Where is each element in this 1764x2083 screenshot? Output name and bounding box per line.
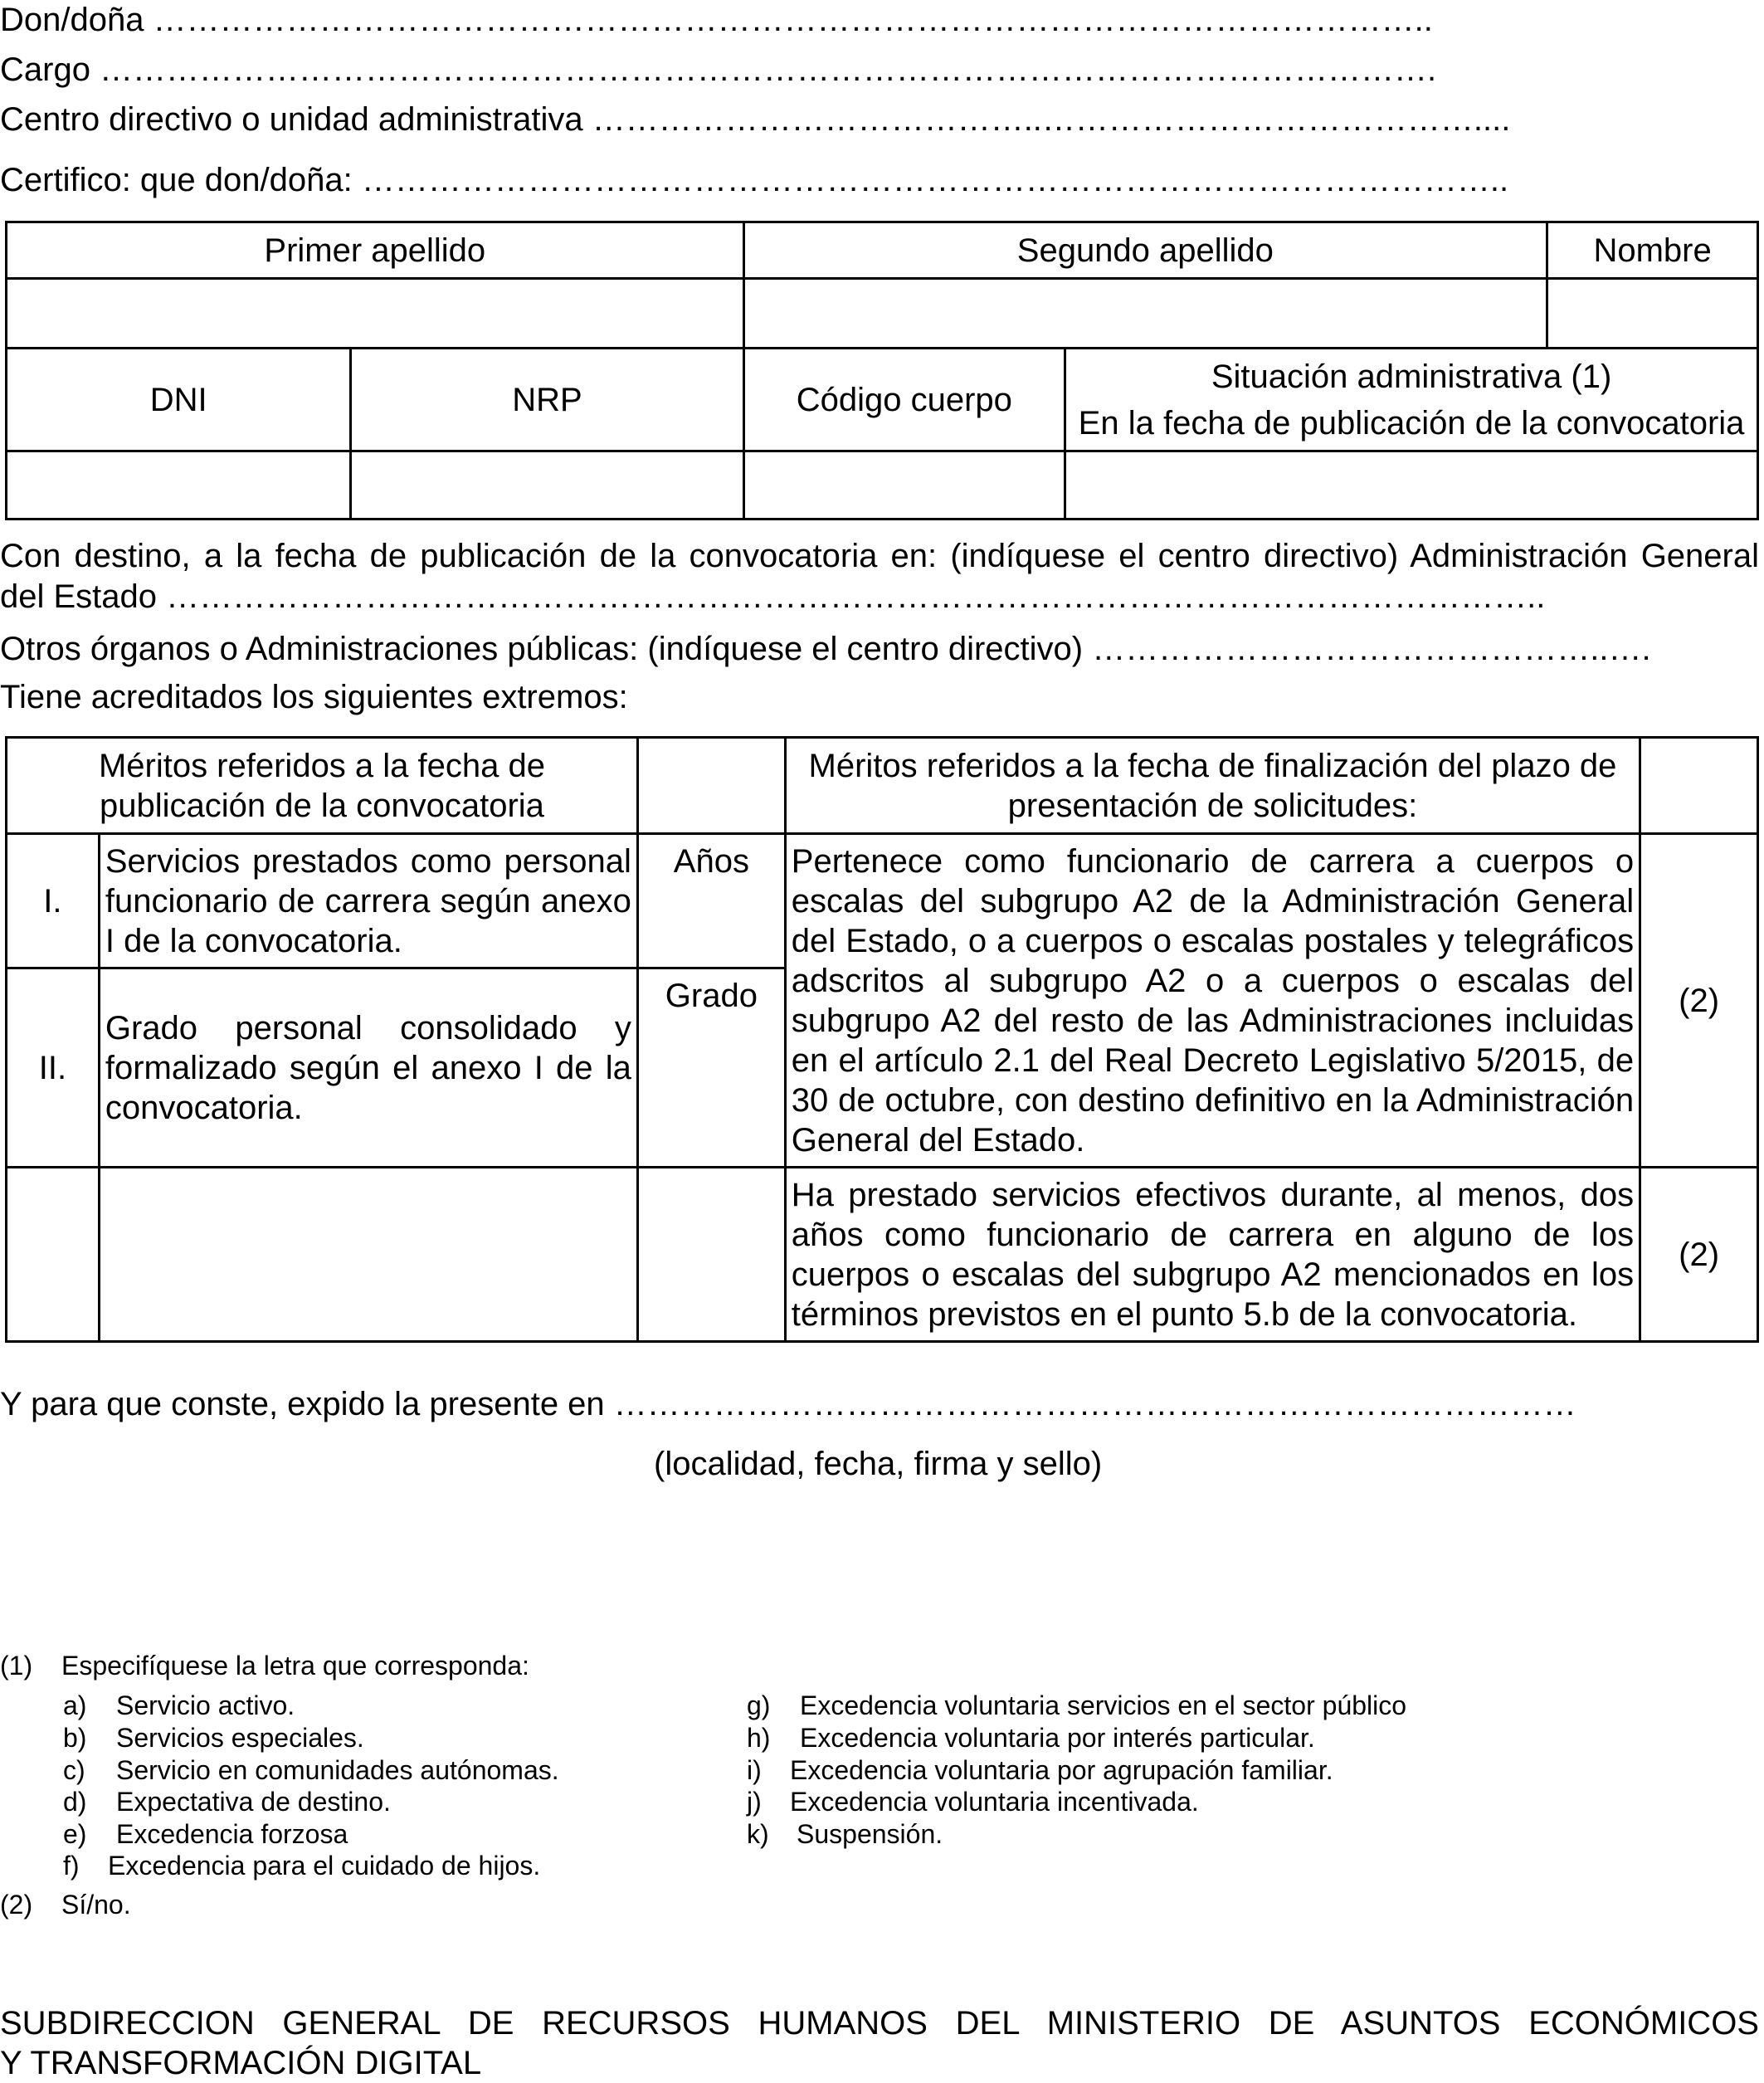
merit-right1-text: Pertenece como funcionario de carrera a cuerpos o escalas del subgrupo A2 de la Administración General del Estado, o a cuerpos o escalas postales y telegráficos adscritos al subgrupo A2 o a cuerpos o escalas del subgrupo A2 del resto de las Administraciones incluidas en el artículo 2.1 del Real Decreto Legislativo 5/2015, de 30 de octubre, con destino definitivo en la Administración General del Estado. — [785, 834, 1640, 1168]
footnote-left-text: Servicios especiales. — [116, 1723, 364, 1753]
nrp-cell — [351, 451, 743, 520]
nrp-header: NRP — [351, 349, 743, 451]
footnote-right-text: Excedencia voluntaria incentivada. — [790, 1787, 1199, 1817]
footnote-right-key: g) — [747, 1690, 771, 1720]
merit-row3-unit-blank — [637, 1168, 785, 1342]
cargo-line: Cargo …………………………………………………………………………………………………………. — [0, 51, 1437, 88]
nombre-header: Nombre — [1547, 222, 1758, 279]
destino-line1: Con destino, a la fecha de publicación de la convocatoria en: (indíquese el centro directivo) Administración General — [0, 538, 1759, 574]
issuer-footer-line2: Y TRANSFORMACIÓN DIGITAL — [0, 2045, 482, 2081]
footnote-right-key: h) — [747, 1723, 771, 1753]
footnote-left-text: Excedencia forzosa — [116, 1819, 348, 1849]
merit-row1-unit: Años — [637, 834, 785, 968]
footnote-left-text: Servicio en comunidades autónomas. — [116, 1755, 559, 1785]
footnote-left-key: c) — [63, 1755, 85, 1785]
dni-header: DNI — [7, 349, 351, 451]
merit-row3-text-blank — [99, 1168, 637, 1342]
merits-header-right: Méritos referidos a la fecha de finalización del plazo de presentación de solicitudes: — [785, 738, 1640, 834]
merit-right2-text: Ha prestado servicios efectivos durante, al menos, dos años como funcionario de carrera en alguno de los cuerpos o escalas del subgrupo A2 mencionados en los términos previstos en el punto 5.b de la convocatoria. — [785, 1168, 1640, 1342]
primer-apellido-header: Primer apellido — [7, 222, 744, 279]
tiene-acreditados-line: Tiene acreditados los siguientes extremos: — [0, 679, 628, 715]
footnote-left-text: Excedencia para el cuidado de hijos. — [108, 1851, 541, 1881]
footnote1-text: Especifíquese la letra que corresponda: — [61, 1651, 529, 1681]
footnote-right-key: j) — [747, 1787, 762, 1817]
certifico-line: Certifico: que don/doña: ………………………………………………………………………………………….. — [0, 162, 1509, 198]
dni-cell — [7, 451, 351, 520]
personal-data-table — [5, 221, 1759, 520]
footnote-left-key: b) — [63, 1723, 87, 1753]
footnote-left-text: Expectativa de destino. — [116, 1787, 391, 1817]
segundo-apellido-cell — [743, 279, 1547, 349]
merits-header-blank — [637, 738, 785, 834]
merit-right1-mark: (2) — [1640, 834, 1758, 1168]
merit-row2-unit: Grado — [637, 968, 785, 1168]
merit-row2-text: Grado personal consolidado y formalizado según el anexo I de la convocatoria. — [99, 968, 637, 1168]
nombre-cell — [1547, 279, 1758, 349]
destino-paragraph — [0, 536, 1759, 617]
merit-row1-text: Servicios prestados como personal funcionario de carrera según anexo I de la convocatoria. — [99, 834, 637, 968]
merit-row2-number: II. — [7, 968, 100, 1168]
situacion-header-line1: Situación administrativa (1) — [1211, 358, 1612, 395]
centro-line: Centro directivo o unidad administrativa …………………………………..………………………………….... — [0, 101, 1511, 138]
situacion-header — [1065, 349, 1758, 451]
codigo-cuerpo-header: Código cuerpo — [743, 349, 1065, 451]
destino-line2: del Estado …………………………………………………………………………………………………………….. — [0, 578, 1546, 615]
issuer-footer — [0, 2003, 1759, 2083]
footnote-left-key: d) — [63, 1787, 87, 1817]
footnote-right-text: Excedencia voluntaria servicios en el sector público — [800, 1690, 1407, 1720]
merits-header-left: Méritos referidos a la fecha de publicación de la convocatoria — [7, 738, 638, 834]
situacion-cell — [1065, 451, 1758, 520]
footnote-right-text: Excedencia voluntaria por agrupación familiar. — [790, 1755, 1333, 1785]
footnote-left-key: a) — [63, 1690, 87, 1720]
situacion-header-line2: En la fecha de publicación de la convocatoria — [1078, 404, 1745, 441]
footnote-left-text: Servicio activo. — [116, 1690, 295, 1720]
codigo-cuerpo-cell — [743, 451, 1065, 520]
merit-row1-number: I. — [7, 834, 100, 968]
segundo-apellido-header: Segundo apellido — [743, 222, 1547, 279]
merit-right2-mark: (2) — [1640, 1168, 1758, 1342]
footnote-right-text: Suspensión. — [797, 1819, 943, 1849]
footnote-right-key: k) — [747, 1819, 769, 1849]
footnote-left-key: f) — [63, 1851, 80, 1881]
don-dona-line: Don/doña …………………………………………………………………………………………………….. — [0, 2, 1433, 38]
merit-row3-number-blank — [7, 1168, 100, 1342]
merits-table — [5, 736, 1759, 1343]
footnote1-label: (1) — [0, 1651, 33, 1681]
otros-organos-line: Otros órganos o Administraciones públicas: (indíquese el centro directivo) ………………………………………..…. — [0, 631, 1651, 667]
expido-line: Y para que conste, expido la presente en …………………………………………………………………………… — [0, 1386, 1576, 1422]
footnote-left-key: e) — [63, 1819, 87, 1849]
footnote-right-text: Excedencia voluntaria por interés particular. — [800, 1723, 1315, 1753]
merits-header-mark-blank — [1640, 738, 1758, 834]
localidad-caption: (localidad, fecha, firma y sello) — [654, 1446, 1103, 1482]
primer-apellido-cell — [7, 279, 744, 349]
footnote2-text: Sí/no. — [61, 1890, 131, 1920]
issuer-footer-line1: SUBDIRECCION GENERAL DE RECURSOS HUMANOS DEL MINISTERIO DE ASUNTOS ECONÓMICOS — [0, 2005, 1759, 2042]
footnote-right-key: i) — [747, 1755, 762, 1785]
footnote2-label: (2) — [0, 1890, 33, 1920]
